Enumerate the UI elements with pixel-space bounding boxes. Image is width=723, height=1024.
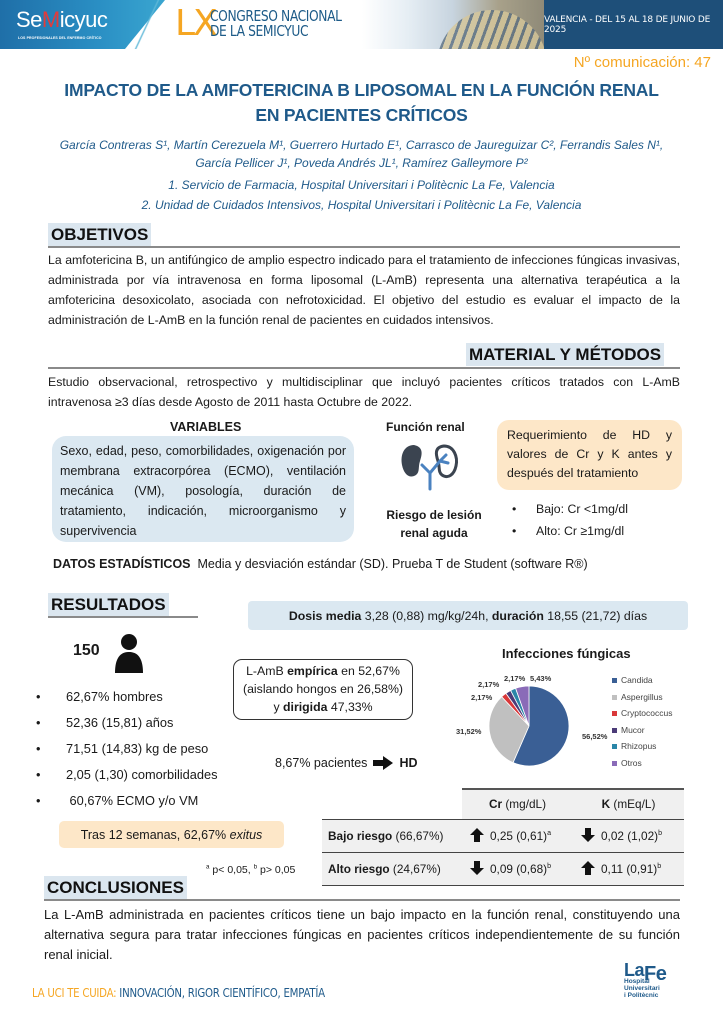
header-bold: Cr [488, 797, 503, 812]
duracion-label: duración [491, 608, 544, 623]
cr-value [462, 852, 573, 885]
congress-date: VALENCIA - DEL 15 AL 18 DE JUNIO DE 2025 [544, 0, 723, 49]
row-label [322, 819, 462, 852]
legend-swatch [612, 695, 617, 700]
objetivos-text: La amfotericina B, un antifúngico de amplio espectro indicado para el tratamiento de infecciones fúngicas invasivas, administrada por vía intravenosa en forma liposomal (L-AmB) representa una alternativa terapéutica a la amfotericina desoxicolato, asociada con nefrotoxicidad. El objetivo del estudio es evaluar el impacto de la administración de L-AmB en la función renal de pacientes en cuidados intensivos. [48, 253, 680, 327]
section-heading-metodos: MATERIAL Y MÉTODOS [466, 343, 664, 366]
lamb-indication-box [233, 659, 413, 720]
lafe-hospital-logo [624, 962, 684, 1012]
section-divider [44, 899, 680, 901]
lamb-line-3 [234, 698, 412, 716]
architecture-image [437, 10, 547, 49]
legend-swatch [612, 678, 617, 683]
section-divider [48, 246, 680, 248]
kidney-icon [400, 441, 460, 491]
lafe-fe: Fe [644, 963, 667, 985]
section-divider [48, 367, 680, 369]
header-units: (mg/dL) [502, 797, 547, 812]
duracion-value: 18,55 (21,72) días [543, 608, 648, 623]
sig-sup: a [547, 829, 551, 838]
dosis-value: 3,28 (0,88) mg/kg/24h, [361, 608, 492, 623]
header-banner [0, 0, 723, 49]
pie-label-mucor: 2,17% [478, 680, 500, 689]
conclusiones-text: La L-AmB administrada en pacientes críticos tiene un bajo impacto en la función renal, constituyendo una alternativa segura para tratar infecciones fúngicas en pacientes críticos independientemente de su función renal inicial. [44, 907, 680, 962]
footnote-b: b [253, 863, 258, 871]
legend-item [612, 705, 673, 722]
hd-label: HD [399, 756, 418, 770]
hd-requirement [275, 756, 418, 770]
row-label-pct: (66,67%) [392, 828, 444, 843]
k-value [573, 819, 684, 852]
empirica-label: empírica [287, 664, 338, 678]
legend-label: Candida [621, 675, 653, 685]
demographic-item: • 62,67% hombres [36, 684, 218, 710]
legend-item [612, 689, 673, 706]
table-header-blank [322, 789, 462, 819]
exitus-word: exitus [229, 827, 263, 842]
text: en 52,67% [337, 664, 400, 678]
table-header-k [573, 789, 684, 819]
header-units: (mEq/L) [610, 797, 656, 812]
logo-text-m: M [41, 7, 60, 32]
pie-label-cryptococcus: 2,17% [471, 693, 493, 702]
exitus-text: Tras 12 semanas, 62,67% [80, 827, 230, 842]
valencia-photo [362, 0, 544, 49]
value: 0,09 (0,68) [490, 862, 548, 876]
pie-label-candida: 56,52% [582, 732, 608, 741]
header-bold: K [601, 797, 611, 812]
lafe-line: Hospital [624, 978, 650, 985]
riesgo-title-line-2: renal aguda [400, 526, 468, 540]
row-label-bold: Alto riesgo [328, 861, 390, 876]
lafe-la: La [624, 960, 645, 980]
riesgo-list [512, 498, 628, 542]
chart-legend [612, 672, 673, 771]
legend-swatch [612, 728, 617, 733]
semicyuc-logo [16, 7, 107, 33]
table-row [322, 819, 684, 852]
text: y [273, 700, 284, 714]
legend-item [612, 738, 673, 755]
sig-sup: b [547, 862, 551, 871]
table-header-cr [462, 789, 573, 819]
text: L-AmB [246, 664, 288, 678]
legend-label: Cryptococcus [621, 708, 673, 718]
legend-label: Aspergillus [621, 691, 663, 702]
title-line-2: EN PACIENTES CRÍTICOS [255, 105, 468, 125]
sig-sup: b [657, 862, 662, 871]
legend-label: Rhizopus [621, 741, 657, 751]
row-label-bold: Bajo riesgo [328, 828, 393, 843]
text: 47,33% [327, 700, 373, 714]
arrow-down-icon [470, 861, 484, 875]
legend-item [612, 755, 673, 772]
congress-name [210, 9, 342, 39]
person-icon [113, 633, 145, 673]
arrow-up-icon [581, 861, 595, 875]
title-line-1: IMPACTO DE LA AMFOTERICINA B LIPOSOMAL EN LA FUNCIÓN RENAL [64, 80, 659, 100]
chart-title: Infecciones fúngicas [502, 646, 631, 661]
variables-box: Sexo, edad, peso, comorbilidades, oxigenación por membrana extracorpórea (ECMO), ventilación mecánica (VM), posología, duración de tratamiento, indicación, microorganismo y supervivencia [52, 436, 354, 542]
congress-line-2: DE LA SEMICYUC [210, 22, 309, 40]
legend-swatch [612, 711, 617, 716]
pie-label-aspergillus: 31,52% [456, 727, 482, 736]
logo-text-part: Se [16, 7, 42, 32]
riesgo-item: • Alto: Cr ≥1mg/dl [512, 520, 628, 542]
metodos-text: Estudio observacional, retrospectivo y multidisciplinar que incluyó pacientes críticos tratados con L-AmB intravenosa ≥3 días desde Agosto de 2011 hasta Octubre de 2022. [48, 375, 680, 409]
row-label-pct: (24,67%) [389, 861, 441, 876]
variables-title: VARIABLES [170, 420, 242, 434]
value: 0,25 (0,61) [490, 829, 548, 843]
affiliation-2: 2. Unidad de Cuidados Intensivos, Hospital Universitari i Politècnic La Fe, Valencia [141, 198, 582, 212]
dosis-label: Dosis media [288, 608, 362, 623]
riesgo-title-line-1: Riesgo de lesión [386, 508, 482, 522]
value: 0,11 (0,91) [601, 862, 658, 876]
exitus-box [59, 821, 284, 848]
section-heading-conclusiones: CONCLUSIONES [44, 876, 187, 899]
legend-swatch [612, 761, 617, 766]
lamb-line-1 [234, 662, 412, 680]
demographics-list [36, 684, 218, 814]
decorative-stripe [122, 0, 172, 49]
arrow-down-icon [581, 828, 595, 842]
slogan-blue: INNOVACIÓN, RIGOR CIENTÍFICO, EMPATÍA [116, 986, 325, 1000]
poster-title [0, 78, 723, 128]
logo-subtitle: LOS PROFESIONALES DEL ENFERMO CRÍTICO [18, 36, 102, 40]
funcion-renal-title: Función renal [386, 420, 465, 434]
table-header-row [322, 789, 684, 819]
pie-label-otros: 5,43% [530, 674, 552, 683]
demographic-item: • 2,05 (1,30) comorbilidades [36, 762, 218, 788]
demographic-item: • 71,51 (14,83) kg de peso [36, 736, 218, 762]
section-divider [48, 616, 198, 618]
footer-slogan [32, 986, 325, 1000]
footnote-a: a [206, 863, 210, 871]
row-label [322, 852, 462, 885]
cr-value [462, 819, 573, 852]
lafe-line: i Politècnic [624, 992, 659, 999]
riesgo-item: • Bajo: Cr <1mg/dl [512, 498, 628, 520]
arrow-up-icon [470, 828, 484, 842]
datos-estadisticos [53, 557, 588, 571]
authors [30, 136, 693, 172]
legend-label: Mucor [621, 724, 645, 735]
patient-count: 150 [73, 642, 100, 659]
legend-item [612, 672, 673, 689]
footnote-b-text: p> 0,05 [257, 864, 296, 876]
demographic-item: • 52,36 (15,81) años [36, 710, 218, 736]
stats-text: Media y desviación estándar (SD). Prueba T de Student (software R®) [197, 557, 588, 571]
renal-results-table [322, 788, 684, 886]
communication-number: Nº comunicación: 47 [573, 54, 711, 71]
congress-line-1: CONGRESO NACIONAL [210, 7, 342, 25]
demographic-item: • 60,67% ECMO y/o VM [36, 788, 218, 814]
legend-swatch [612, 744, 617, 749]
arrow-right-icon [373, 756, 393, 770]
table-row [322, 852, 684, 885]
authors-line-1: García Contreras S¹, Martín Cerezuela M¹, Guerrero Hurtado E¹, Carrasco de Jaureguizar C², Ferrandis Sales N¹, [59, 138, 664, 152]
lamb-line-2: (aislando hongos en 26,58%) [243, 682, 403, 696]
slogan-orange: LA UCI TE CUIDA: [32, 986, 117, 1000]
legend-label: Otros [621, 757, 642, 768]
significance-footnote [206, 864, 295, 876]
logo-text-part: icyuc [59, 7, 108, 32]
footnote-a-text: p< 0,05, [209, 864, 254, 876]
sig-sup: b [658, 829, 662, 838]
congress-number: LX [175, 3, 216, 44]
riesgo-title [384, 506, 484, 542]
value: 0,02 (1,02) [601, 829, 659, 843]
authors-line-2: García Pellicer J¹, Poveda Andrés JL¹, Ramírez Galleymore P² [195, 156, 528, 170]
dirigida-label: dirigida [283, 700, 328, 714]
section-heading-objetivos: OBJETIVOS [48, 223, 151, 246]
requerimiento-box: Requerimiento de HD y valores de Cr y K antes y después del tratamiento [497, 420, 682, 490]
affiliation-1: 1. Servicio de Farmacia, Hospital Universitari i Politècnic La Fe, Valencia [168, 178, 555, 192]
section-heading-resultados: RESULTADOS [48, 593, 169, 616]
dosis-box [248, 601, 688, 630]
k-value [573, 852, 684, 885]
legend-item [612, 722, 673, 739]
stats-label: DATOS ESTADÍSTICOS [53, 557, 191, 571]
pie-chart [487, 684, 571, 768]
hd-text: 8,67% pacientes [275, 756, 368, 770]
lafe-line: Universitari [624, 985, 660, 992]
pie-label-rhizopus: 2,17% [504, 674, 526, 683]
